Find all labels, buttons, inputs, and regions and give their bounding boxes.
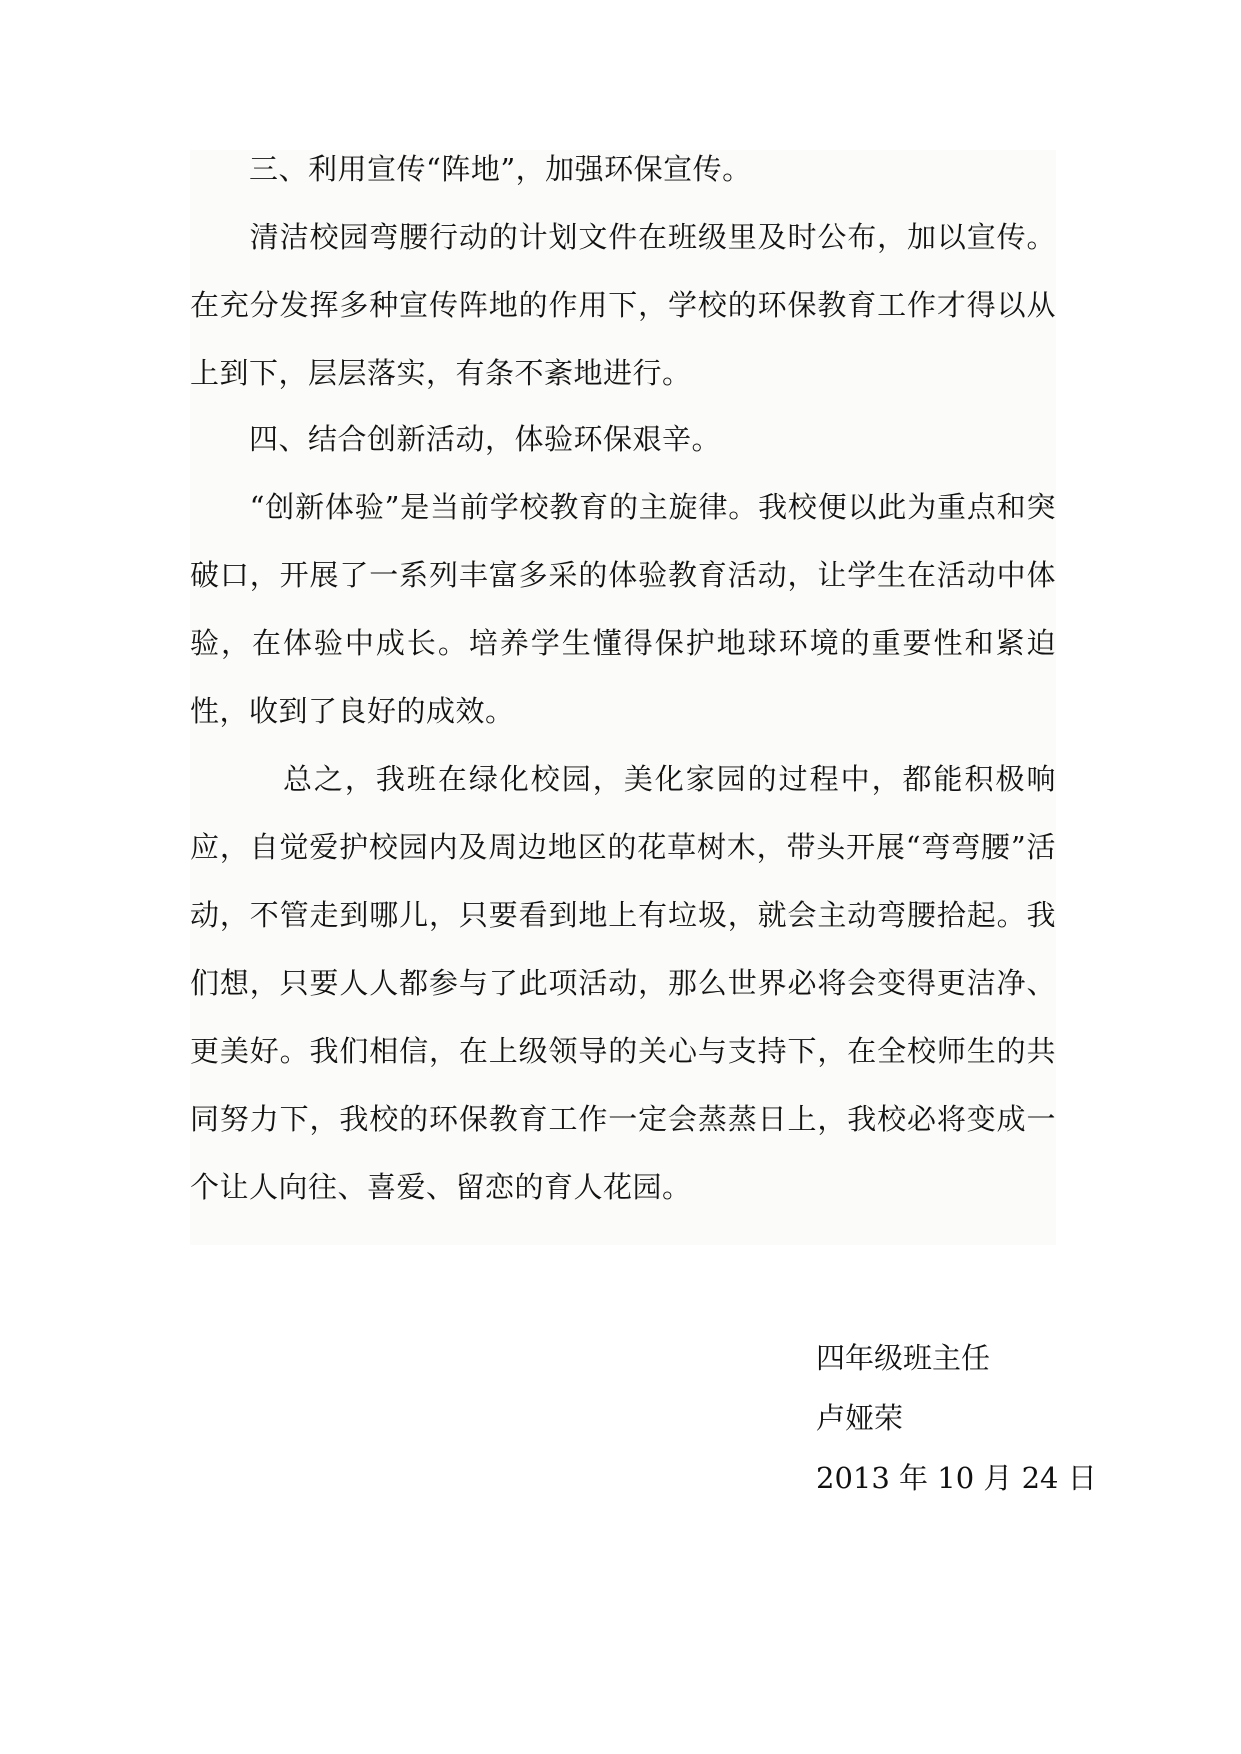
section-heading-four: 四、结合创新活动，体验环保艰辛。 xyxy=(190,422,722,456)
signature-name: 卢娅荣 xyxy=(816,1401,904,1435)
signature-date: 2013 年 10 月 24 日 xyxy=(816,1461,1097,1495)
paragraph-summary: 总之，我班在绿化校园，美化家园的过程中，都能积极响应，自觉爱护校园内及周边地区的花草树木，带头开展“弯弯腰”活动，不管走到哪儿，只要看到地上有垃圾，就会主动弯腰拾起。我们想，只要人人都参与了此项活动，那么世界必将会变得更洁净、更美好。我们相信，在上级领导的关心与支持下，在全校师生的共同努力下，我校的环保教育工作一定会蒸蒸日上，我校必将变成一个让人向往、喜爱、留恋的育人花园。 xyxy=(190,762,1056,1204)
signature-block xyxy=(816,1328,1097,1508)
signature-position-title: 四年级班主任 xyxy=(816,1341,991,1375)
paragraph-publicity: 清洁校园弯腰行动的计划文件在班级里及时公布，加以宣传。在充分发挥多种宣传阵地的作用下，学校的环保教育工作才得以从上到下，层层落实，有条不紊地进行。 xyxy=(190,220,1056,390)
section-heading-three: 三、利用宣传“阵地”，加强环保宣传。 xyxy=(190,152,752,186)
paragraph-innovation: “创新体验”是当前学校教育的主旋律。我校便以此为重点和突破口，开展了一系列丰富多采的体验教育活动，让学生在活动中体验，在体验中成长。培养学生懂得保护地球环境的重要性和紧迫性，收到了良好的成效。 xyxy=(190,490,1056,728)
